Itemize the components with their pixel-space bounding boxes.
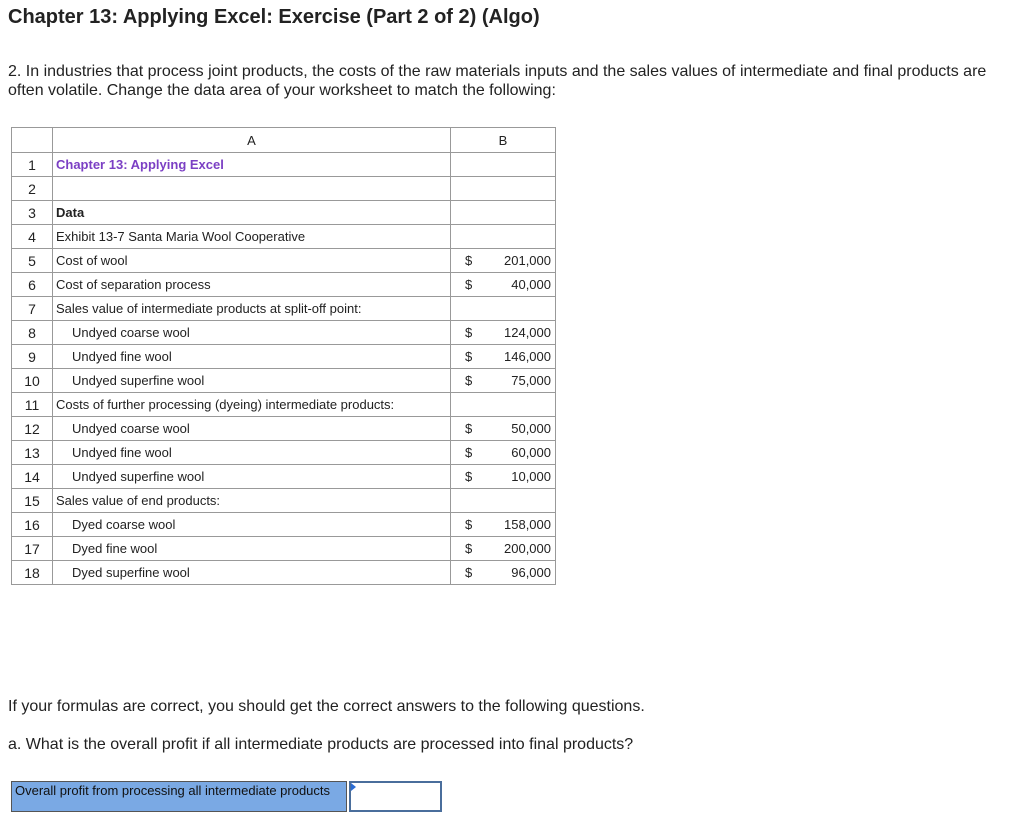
cell-b[interactable] bbox=[451, 345, 556, 369]
cell-a[interactable]: Dyed fine wool bbox=[53, 537, 451, 561]
currency-symbol: $ bbox=[465, 541, 473, 556]
table-row bbox=[12, 465, 556, 489]
cell-b[interactable] bbox=[451, 177, 556, 201]
cell-a[interactable]: Undyed coarse wool bbox=[53, 321, 451, 345]
cell-a[interactable]: Dyed superfine wool bbox=[53, 561, 451, 585]
cell-b[interactable] bbox=[451, 201, 556, 225]
currency-symbol: $ bbox=[465, 325, 473, 340]
cell-value: 50,000 bbox=[511, 421, 551, 436]
cell-value: 124,000 bbox=[504, 325, 551, 340]
table-row bbox=[12, 561, 556, 585]
table-row bbox=[12, 393, 556, 417]
currency-symbol: $ bbox=[465, 277, 473, 292]
row-number: 13 bbox=[12, 441, 53, 465]
cell-a[interactable]: Undyed superfine wool bbox=[53, 465, 451, 489]
cell-b[interactable] bbox=[451, 153, 556, 177]
table-row bbox=[12, 441, 556, 465]
cell-b[interactable] bbox=[451, 393, 556, 417]
cell-value: 158,000 bbox=[504, 517, 551, 532]
corner-cell bbox=[12, 128, 53, 153]
cell-a[interactable]: Sales value of intermediate products at split-off point: bbox=[53, 297, 451, 321]
cell-b[interactable] bbox=[451, 297, 556, 321]
table-row bbox=[12, 201, 556, 225]
table-row bbox=[12, 513, 556, 537]
row-number: 18 bbox=[12, 561, 53, 585]
cell-a[interactable]: Cost of separation process bbox=[53, 273, 451, 297]
cell-a[interactable]: Cost of wool bbox=[53, 249, 451, 273]
currency-symbol: $ bbox=[465, 373, 473, 388]
currency-symbol: $ bbox=[465, 469, 473, 484]
cell-b[interactable] bbox=[451, 513, 556, 537]
cell-b[interactable] bbox=[451, 537, 556, 561]
cell-a-data-heading[interactable]: Data bbox=[53, 201, 451, 225]
row-number: 17 bbox=[12, 537, 53, 561]
currency-symbol: $ bbox=[465, 421, 473, 436]
cell-b[interactable] bbox=[451, 273, 556, 297]
row-number: 1 bbox=[12, 153, 53, 177]
cell-a[interactable]: Dyed coarse wool bbox=[53, 513, 451, 537]
cell-value: 10,000 bbox=[511, 469, 551, 484]
row-number: 12 bbox=[12, 417, 53, 441]
currency-symbol: $ bbox=[465, 445, 473, 460]
table-row bbox=[12, 321, 556, 345]
row-number: 10 bbox=[12, 369, 53, 393]
row-number: 14 bbox=[12, 465, 53, 489]
cell-b[interactable] bbox=[451, 321, 556, 345]
cell-value: 60,000 bbox=[511, 445, 551, 460]
table-row bbox=[12, 369, 556, 393]
cell-b[interactable] bbox=[451, 441, 556, 465]
row-number: 7 bbox=[12, 297, 53, 321]
spreadsheet bbox=[11, 127, 556, 585]
cell-b[interactable] bbox=[451, 465, 556, 489]
cell-a[interactable]: Undyed fine wool bbox=[53, 441, 451, 465]
currency-symbol: $ bbox=[465, 253, 473, 268]
table-row bbox=[12, 417, 556, 441]
row-number: 2 bbox=[12, 177, 53, 201]
cell-b[interactable] bbox=[451, 225, 556, 249]
cell-a[interactable]: Undyed coarse wool bbox=[53, 417, 451, 441]
question-a-text: a. What is the overall profit if all intermediate products are processed into final products? bbox=[8, 736, 634, 753]
question-text: 2. In industries that process joint products, the costs of the raw materials inputs and the sales values of intermediate and final products are often volatile. Change the data area of your worksheet to match the following: bbox=[8, 63, 987, 99]
table-row bbox=[12, 297, 556, 321]
answer-label: Overall profit from processing all intermediate products bbox=[11, 781, 347, 812]
row-number: 3 bbox=[12, 201, 53, 225]
row-number: 8 bbox=[12, 321, 53, 345]
currency-symbol: $ bbox=[465, 349, 473, 364]
row-number: 11 bbox=[12, 393, 53, 417]
answer-input[interactable] bbox=[349, 781, 442, 812]
table-row bbox=[12, 489, 556, 513]
row-number: 16 bbox=[12, 513, 53, 537]
row-number: 5 bbox=[12, 249, 53, 273]
cell-b[interactable] bbox=[451, 489, 556, 513]
row-number: 15 bbox=[12, 489, 53, 513]
column-header-row bbox=[12, 128, 556, 153]
cell-b[interactable] bbox=[451, 561, 556, 585]
cell-b[interactable] bbox=[451, 417, 556, 441]
column-header-a: A bbox=[53, 128, 451, 153]
cell-a-sheet-title[interactable]: Chapter 13: Applying Excel bbox=[53, 153, 451, 177]
currency-symbol: $ bbox=[465, 517, 473, 532]
page-title: Chapter 13: Applying Excel: Exercise (Part 2 of 2) (Algo) bbox=[8, 6, 540, 28]
table-row bbox=[12, 537, 556, 561]
cell-a[interactable]: Sales value of end products: bbox=[53, 489, 451, 513]
cell-value: 96,000 bbox=[511, 565, 551, 580]
cell-a[interactable]: Exhibit 13-7 Santa Maria Wool Cooperative bbox=[53, 225, 451, 249]
cell-a[interactable]: Costs of further processing (dyeing) intermediate products: bbox=[53, 393, 451, 417]
cell-value: 146,000 bbox=[504, 349, 551, 364]
table-row bbox=[12, 153, 556, 177]
cell-a[interactable]: Undyed superfine wool bbox=[53, 369, 451, 393]
table-row bbox=[12, 249, 556, 273]
column-header-b: B bbox=[451, 128, 556, 153]
instructions-text: If your formulas are correct, you should get the correct answers to the following questions. bbox=[8, 698, 645, 715]
input-indicator-icon bbox=[351, 783, 356, 791]
table-row bbox=[12, 273, 556, 297]
cell-b[interactable] bbox=[451, 249, 556, 273]
cell-b[interactable] bbox=[451, 369, 556, 393]
cell-a[interactable]: Undyed fine wool bbox=[53, 345, 451, 369]
cell-value: 75,000 bbox=[511, 373, 551, 388]
row-number: 9 bbox=[12, 345, 53, 369]
currency-symbol: $ bbox=[465, 565, 473, 580]
cell-value: 40,000 bbox=[511, 277, 551, 292]
table-row bbox=[12, 345, 556, 369]
table-row bbox=[12, 177, 556, 201]
cell-value: 201,000 bbox=[504, 253, 551, 268]
table-row bbox=[12, 225, 556, 249]
cell-value: 200,000 bbox=[504, 541, 551, 556]
row-number: 6 bbox=[12, 273, 53, 297]
row-number: 4 bbox=[12, 225, 53, 249]
cell-a[interactable] bbox=[53, 177, 451, 201]
